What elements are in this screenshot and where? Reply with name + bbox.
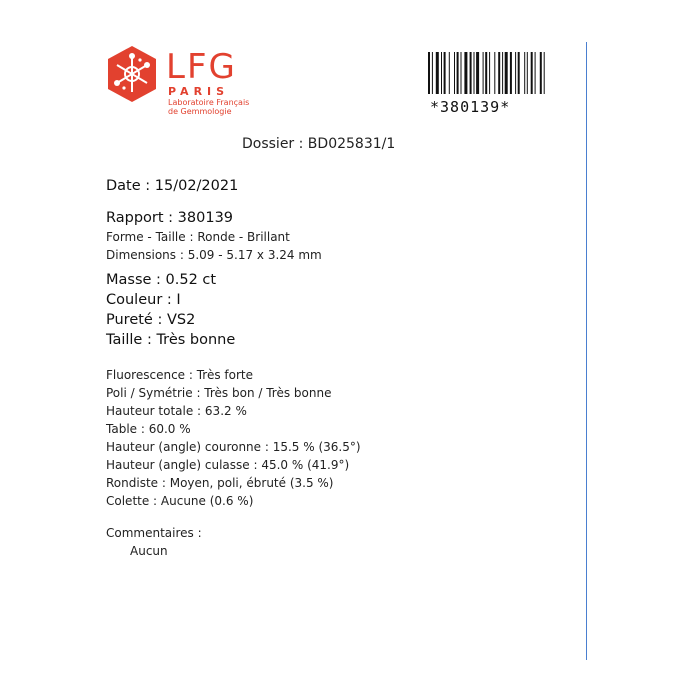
- barcode-bar: [505, 52, 508, 94]
- clarity-grade: Pureté : VS2: [106, 312, 196, 328]
- barcode-graphic: [428, 52, 578, 94]
- lfg-logo-mark: [104, 44, 160, 104]
- barcode-bar: [461, 52, 462, 94]
- detail-girdle: Rondiste : Moyen, poli, ébruté (3.5 %): [106, 476, 334, 490]
- shape-cut: Forme - Taille : Ronde - Brillant: [106, 230, 290, 244]
- detail-pavilion: Hauteur (angle) culasse : 45.0 % (41.9°): [106, 458, 350, 472]
- detail-crown: Hauteur (angle) couronne : 15.5 % (36.5°): [106, 440, 361, 454]
- barcode-bar: [444, 52, 446, 94]
- barcode-bar: [540, 52, 542, 94]
- barcode-bar: [524, 52, 525, 94]
- barcode-bar: [494, 52, 495, 94]
- lfg-logo-text: [166, 47, 250, 116]
- lfg-logo: [104, 44, 254, 116]
- barcode-bar: [470, 52, 472, 94]
- barcode-bar: [544, 52, 545, 94]
- barcode-bar: [527, 52, 528, 94]
- barcode-bar: [510, 52, 512, 94]
- barcode-bar: [502, 52, 503, 94]
- barcode-bar: [531, 52, 533, 94]
- color-grade: Couleur : I: [106, 292, 181, 308]
- comments-label: Commentaires :: [106, 526, 202, 540]
- dimensions: Dimensions : 5.09 - 5.17 x 3.24 mm: [106, 248, 322, 262]
- carat-weight: Masse : 0.52 ct: [106, 272, 217, 288]
- detail-fluorescence: Fluorescence : Très forte: [106, 368, 253, 382]
- barcode-bar: [474, 52, 475, 94]
- lfg-city: PARIS: [168, 85, 230, 98]
- lfg-name-line1: Laboratoire Français: [168, 98, 250, 107]
- comments-value: Aucun: [130, 544, 168, 558]
- lfg-name-line2: de Gemmologie: [168, 107, 232, 116]
- barcode-bar: [441, 52, 442, 94]
- detail-table: Table : 60.0 %: [106, 422, 191, 436]
- cut-grade: Taille : Très bonne: [106, 332, 236, 348]
- barcode-bar: [485, 52, 487, 94]
- barcode-number: *380139*: [430, 98, 511, 116]
- barcode-bar: [489, 52, 490, 94]
- barcode-bar: [432, 52, 433, 94]
- barcode-bar: [436, 52, 439, 94]
- barcode-bar: [518, 52, 520, 94]
- detail-culet: Colette : Aucune (0.6 %): [106, 494, 254, 508]
- barcode-bar: [454, 52, 455, 94]
- report-number: Rapport : 380139: [106, 210, 234, 226]
- barcode-bar: [483, 52, 484, 94]
- report-date: Date : 15/02/2021: [106, 178, 239, 194]
- detail-polish-symmetry: Poli / Symétrie : Très bon / Très bonne: [106, 386, 332, 400]
- barcode-bar: [498, 52, 500, 94]
- detail-total-depth: Hauteur totale : 63.2 %: [106, 404, 247, 418]
- barcode-bar: [515, 52, 516, 94]
- dossier-number: Dossier : BD025831/1: [242, 136, 396, 152]
- lfg-brand: LFG: [166, 47, 237, 87]
- barcode-bar: [449, 52, 450, 94]
- barcode-bar: [464, 52, 467, 94]
- barcode-bar: [457, 52, 459, 94]
- page-border-line: [586, 42, 587, 660]
- barcode-bar: [428, 52, 430, 94]
- barcode-bar: [476, 52, 479, 94]
- barcode-bar: [535, 52, 536, 94]
